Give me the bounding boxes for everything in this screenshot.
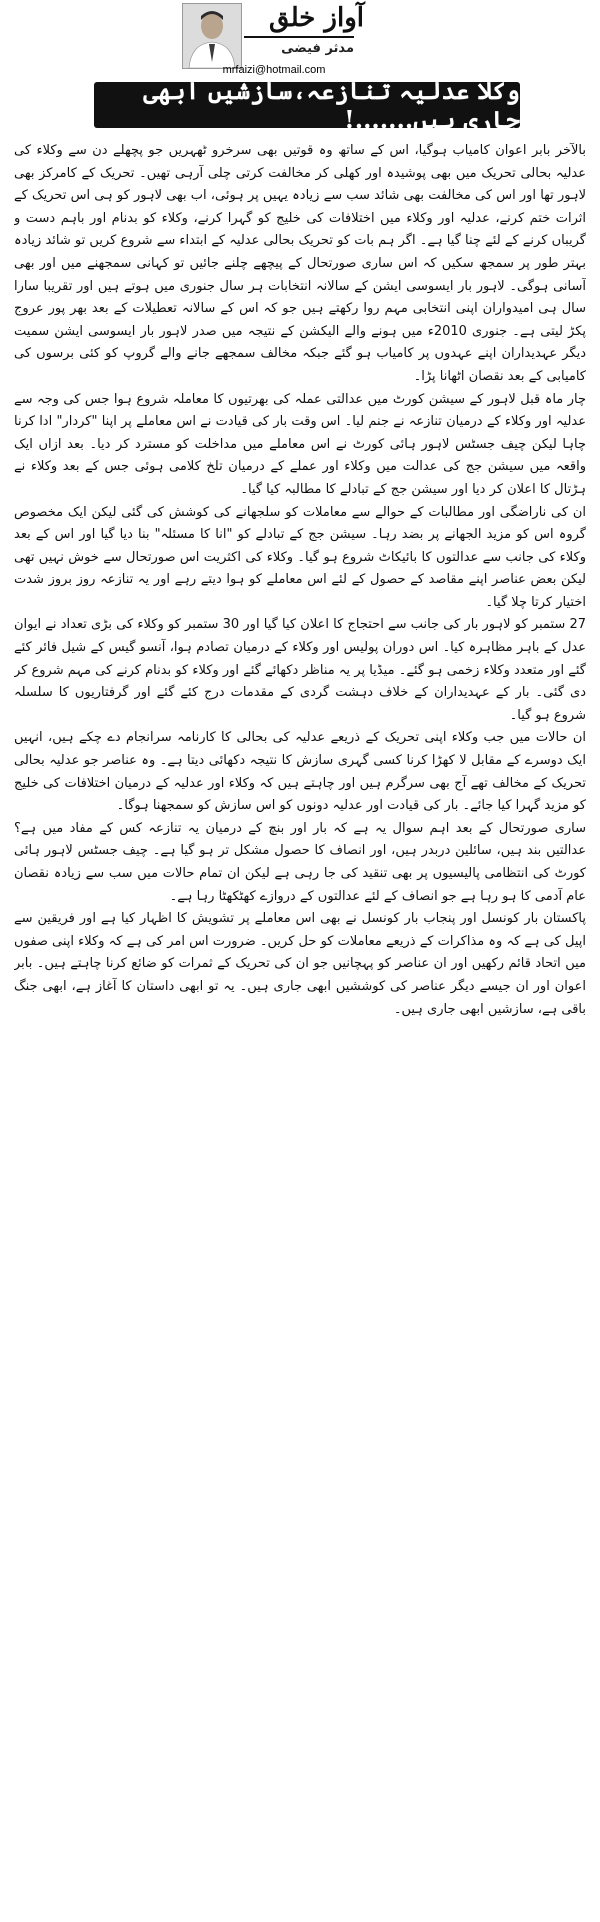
article-paragraph: 27 ستمبر کو لاہور بار کی جانب سے احتجاج کا اعلان کیا گیا اور 30 ستمبر کو وکلاء کی بڑی تعداد نے ایوان عدل کے باہر مظاہرہ کیا۔ اس دوران پولیس اور وکلاء کے درمیان تصادم ہوا، آنسو گیس کے شیل فائر کئے گئے اور متعدد وکلاء زخمی ہو گئے۔ میڈیا پر یہ مناظر دکھائے گئے اور وکلاء کو بدنام کرنے کی مہم شروع کر دی گئی۔ بار کے عہدیداران کے خلاف دہشت گردی کے مقدمات درج کئے گئے اور گرفتاریوں کا سلسلہ شروع ہو گیا۔ xyxy=(14,617,586,723)
article-body xyxy=(14,140,586,1912)
article-paragraph: ان کی ناراضگی اور مطالبات کے حوالے سے معاملات کو سلجھانے کی کوشش کی گئی لیکن ایک مخصوص گروہ اس کو مزید الجھانے پر بضد رہا۔ سیشن جج کے تبادلے کو "انا کا مسئلہ" بنا دیا گیا اور اس کے بعد وکلاء کی جانب سے عدالتوں کا بائیکاٹ شروع ہو گیا۔ وکلاء کی اکثریت اس صورتحال سے خوش نہیں تھی لیکن بعض عناصر اپنے مقاصد کے حصول کے لئے اس معاملے کو ہوا دیتے رہے اور یہ تنازعہ روز بروز شدت اختیار کرتا چلا گیا۔ xyxy=(14,504,586,610)
article-headline: وکلا عدلیہ تنازعہ،سازشیں ابھی جاری ہیں.......! xyxy=(143,76,520,134)
title-divider xyxy=(244,36,354,38)
article-paragraph: پاکستان بار کونسل اور پنجاب بار کونسل نے بھی اس معاملے پر تشویش کا اظہار کیا ہے اور فریقین سے اپیل کی ہے کہ وہ مذاکرات کے ذریعے معاملات کو حل کریں۔ ضرورت اس امر کی ہے کہ وکلاء اپنی صفوں میں اتحاد قائم رکھیں اور ان عناصر کو پہچانیں جو ان کی تحریک کے ثمرات کو ضائع کرنا چاہتے ہیں۔ بابر اعوان اور ان جیسے دیگر عناصر کی کوششیں ابھی جاری ہیں۔ یہ تو ابھی داستان کا آغاز ہے، ابھی جنگ باقی ہے، سازشیں ابھی جاری ہیں۔ xyxy=(14,911,586,1017)
column-masthead xyxy=(0,0,600,76)
column-title: آواز خلق xyxy=(269,3,364,33)
article-paragraph: بالآخر بابر اعوان کامیاب ہوگیا، اس کے ساتھ وہ قوتیں بھی سرخرو ٹھہریں جو پچھلے دن سے وکلاء کی عدلیہ بحالی تحریک میں بھی پوشیدہ اور کھلی کر مخالفت کرتی چلی آرہی تھیں۔ تحریک کے کامرکز بھی لاہور تھا اور اس کی مخالفت بھی شائد سب سے زیادہ یہیں پر ہوئی، اب بھی لاہور کو ہی اس تحریک کے اثرات ختم کرنے، عدلیہ اور وکلاء میں اختلافات کی خلیج کو گہرا کرنے، وکلاء کو بدنام اور باہم دست و گریباں کرنے کے لئے چنا گیا ہے۔ اگر ہم بات کو تحریک بحالی عدلیہ کے ابتداء سے شروع کریں تو شائد زیادہ بہتر طور پر سمجھ سکیں کہ اس ساری صورتحال کے پیچھے چلنے جائیں تو کہانی سمجھنے میں اور بھی آسانی ہوگی۔ لاہور بار ایسوسی ایشن کے سالانہ انتخابات ہر سال جنوری میں ہوتے ہیں اور تقریبا سارا سال ہی امیدواران اپنی انتخابی مہم روا رکھتے ہیں جو کہ اس کے سالانہ تعطیلات کے بعد بھر پور عروج پکڑ لیتی ہے۔ جنوری 2010ء میں ہونے والے الیکشن کے نتیجہ میں صدر لاہور بار ایسوسی ایشن سمیت دیگر عہدیداران اپنے عہدوں پر کامیاب ہو گئے جبکہ مخالف سمجھے جانے والے گروپ کو کئی برسوں کی کامیابی کے بعد نقصان اٹھانا پڑا۔ xyxy=(14,143,586,384)
article-paragraph: ان حالات میں جب وکلاء اپنی تحریک کے ذریعے عدلیہ کی بحالی کا کارنامہ سرانجام دے چکے ہیں، انہیں ایک دوسرے کے مقابل لا کھڑا کرنا کسی گہری سازش کا نتیجہ دکھائی دیتا ہے۔ وہ عناصر جو عدلیہ بحالی تحریک کے مخالف تھے آج بھی سرگرم ہیں اور چاہتے ہیں کہ وکلاء اور عدلیہ کے درمیان اختلافات کی خلیج کو مزید گہرا کیا جائے۔ بار کی قیادت اور عدلیہ دونوں کو اس سازش کو سمجھنا ہوگا۔ xyxy=(14,730,586,814)
headline-banner xyxy=(94,76,520,134)
author-portrait-icon xyxy=(183,4,241,68)
author-photo xyxy=(182,3,242,69)
author-email: mrfaizi@hotmail.com xyxy=(222,64,326,76)
article-paragraph: ساری صورتحال کے بعد اہم سوال یہ ہے کہ بار اور بنچ کے درمیان یہ تنازعہ کس کے مفاد میں ہے؟ عدالتیں بند ہیں، سائلین دربدر ہیں، اور انصاف کا حصول مشکل تر ہو گیا ہے۔ چیف جسٹس لاہور ہائی کورٹ کی انتظامی پالیسیوں پر بھی تنقید کی جا رہی ہے لیکن ان تمام حالات میں سب سے زیادہ نقصان عام آدمی کا ہو رہا ہے جو انصاف کے لئے عدالتوں کے دروازے کھٹکھٹا رہا ہے۔ xyxy=(14,820,586,904)
author-name: مدثر فیضی xyxy=(281,41,354,56)
article-paragraph: چار ماہ قبل لاہور کے سیشن کورٹ میں عدالتی عملہ کی بھرتیوں کا معاملہ شروع ہوا جس کی وجہ سے عدلیہ اور وکلاء کے درمیان تنازعہ نے جنم لیا۔ اس وقت بار کی قیادت نے اس معاملے پر اپنا "کردار" ادا کرنا چاہا لیکن چیف جسٹس لاہور ہائی کورٹ نے اس معاملے میں مداخلت کو مسترد کر دیا۔ بعد ازاں ایک واقعہ میں سیشن جج کی عدالت میں وکلاء اور عملے کے درمیان تلخ کلامی ہوئی جس کے بعد وکلاء نے ہڑتال کا اعلان کر دیا اور سیشن جج کے تبادلے کا مطالبہ کیا گیا۔ xyxy=(14,391,586,497)
